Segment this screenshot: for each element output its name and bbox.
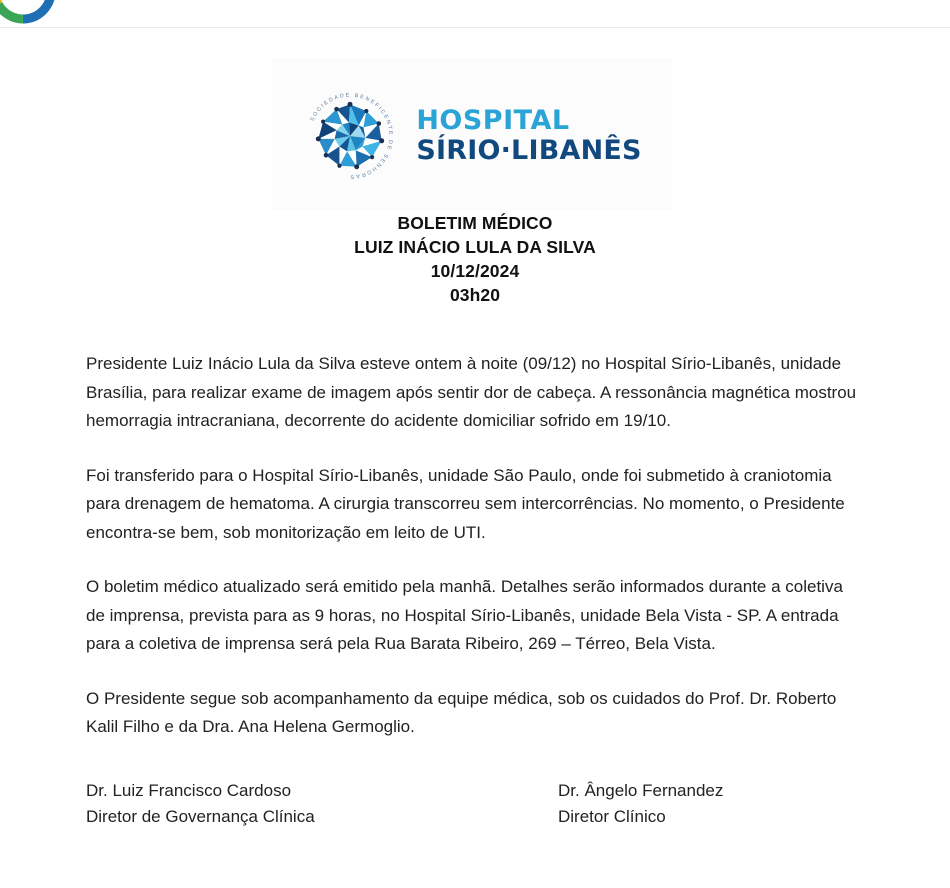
paragraph: O Presidente segue sob acompanhamento da equipe médica, sob os cuidados do Prof. Dr. Roberto Kalil Filho e da Dra. Ana Helena Germoglio. <box>86 688 837 736</box>
paragraph: Presidente Luiz Inácio Lula da Silva esteve ontem à noite (09/12) no Hospital Sírio-Libanês, unidade Brasília, para realizar exame de imagem após sentir dor de cabeça. A ressonância magnética mostrou hemorragia intracraniana, decorrente do acidente domiciliar sofrido em 19/10. <box>86 354 857 430</box>
signature-block <box>86 778 876 830</box>
signatory-name: Dr. Luiz Francisco Cardoso <box>86 781 292 800</box>
paragraph: Foi transferido para o Hospital Sírio-Libanês, unidade São Paulo, onde foi submetido à craniotomia para drenagem de hematoma. A cirurgia transcorreu sem intercorrências. No momento, o Presidente encontra-se bem, sob monitorização em leito de UTI. <box>86 465 845 542</box>
signatory-name: Dr. Ângelo Fernandez <box>558 781 724 800</box>
svg-text:SOCIEDADE BENEFICENTE DE SENHO: SOCIEDADE BENEFICENTE DE SENHORAS <box>310 92 394 180</box>
document-heading <box>0 211 950 307</box>
document-body <box>86 350 866 742</box>
rainbow-circle-logo <box>0 0 60 28</box>
wordmark-line-sirio-libanes: SÍRIO·LIBANÊS <box>416 134 642 166</box>
signatory-role: Diretor de Governança Clínica <box>86 807 315 826</box>
heading-line-patient: LUIZ INÁCIO LULA DA SILVA <box>354 237 596 257</box>
wordmark-line-hospital: HOSPITAL <box>416 105 570 137</box>
signatory-role: Diretor Clínico <box>558 807 666 826</box>
paragraph: O boletim médico atualizado será emitido pela manhã. Detalhes serão informados durante a coletiva de imprensa, prevista para as 9 horas, no Hospital Sírio-Libanês, unidade Bela Vista - SP. A entrada para a coletiva de imprensa será pela Rua Barata Ribeiro, 269 – Térreo, Bela Vista. <box>86 577 843 653</box>
hospital-wordmark <box>416 105 642 166</box>
sirio-libanes-sphere-emblem <box>302 88 398 184</box>
hospital-logo-block <box>272 58 672 210</box>
signature-entry <box>558 778 876 830</box>
top-banner <box>0 0 950 28</box>
heading-line-title: BOLETIM MÉDICO <box>397 213 553 233</box>
document-page <box>0 28 950 888</box>
heading-line-date: 10/12/2024 <box>430 261 520 281</box>
signature-entry <box>86 778 558 830</box>
heading-line-time: 03h20 <box>449 285 501 305</box>
